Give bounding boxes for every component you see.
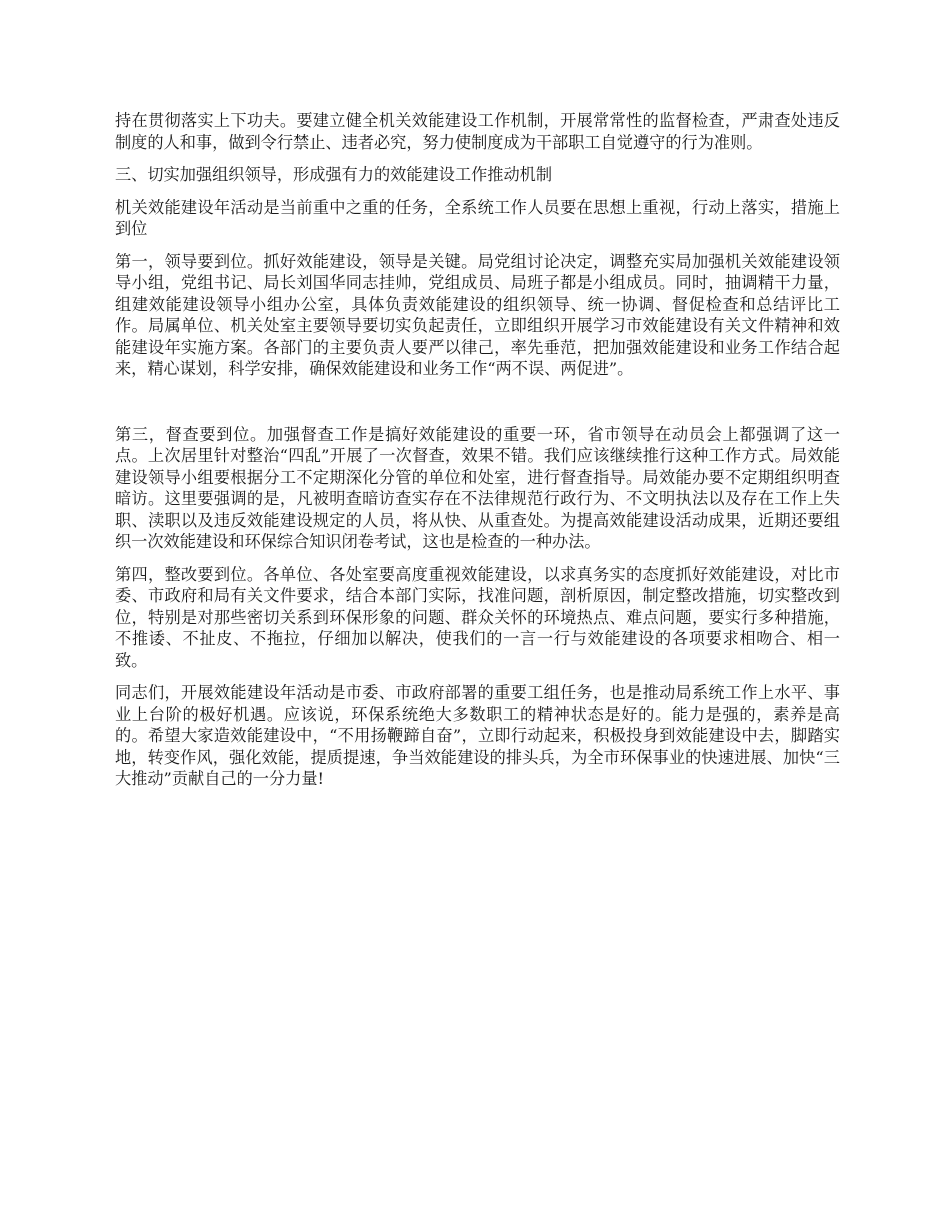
paragraph-fourth-rectification: 第四，整改要到位。各单位、各处室要高度重视效能建设，以求真务实的态度抓好效能建设，对比市委、市政府和局有关文件要求，结合本部门实际，找准问题，剖析原因，制定整改措施，切实整改到位，特别是对那些密切关系到环保形象的问题、群众关怀的环境热点、难点问题，要实行多种措施，不推诿、不扯皮、不拖拉，仔细加以解决，使我们的一言一行与效能建设的各项要求相吻合、相一致。 <box>115 564 840 670</box>
section-heading-3: 三、切实加强组织领导，形成强有力的效能建设工作推动机制 <box>115 165 553 184</box>
paragraph-intro: 机关效能建设年活动是当前重中之重的任务，全系统工作人员要在思想上重视，行动上落实，措施上到位 <box>115 197 840 238</box>
paragraph-closing: 同志们，开展效能建设年活动是市委、市政府部署的重要工组任务，也是推动局系统工作上水平、事业上台阶的极好机遇。应该说，环保系统绝大多数职工的精神状态是好的。能力是强的，素养是高的。希望大家造效能建设中，“不用扬鞭蹄自奋”，立即行动起来，积极投身到效能建设中去，脚踏实地，转变作风，强化效能，提质提速，争当效能建设的排头兵，为全市环保事业的快速进展、加快“三大推动”贡献自己的一分力量! <box>115 683 840 788</box>
paragraph-third-supervision: 第三，督查要到位。加强督查工作是搞好效能建设的重要一环，省市领导在动员会上都强调了这一点。上次居里针对整治“四乱”开展了一次督查，效果不错。我们应该继续推行这种工作方式。局效能建设领导小组要根据分工不定期深化分管的单位和处室，进行督查指导。局效能办要不定期组织明查暗访。这里要强调的是，凡被明查暗访查实存在不法律规范行政行为、不文明执法以及存在工作上失职、渎职以及违反效能建设规定的人员，将从快、从重查处。为提高效能建设活动成果，近期还要组织一次效能建设和环保综合知识闭卷考试，这也是检查的一种办法。 <box>115 424 840 551</box>
document-body <box>115 110 840 801</box>
paragraph-rules-enforcement: 持在贯彻落实上下功夫。要建立健全机关效能建设工作机制，开展常常性的监督检查，严肃查处违反制度的人和事，做到令行禁止、违者必究，努力使制度成为干部职工自觉遵守的行为准则。 <box>115 111 840 152</box>
paragraph-first-leadership: 第一，领导要到位。抓好效能建设，领导是关键。局党组讨论决定，调整充实局加强机关效能建设领导小组，党组书记、局长刘国华同志挂帅，党组成员、局班子都是小组成员。同时，抽调精干力量，组建效能建设领导小组办公室，具体负责效能建设的组织领导、统一协调、督促检查和总结评比工作。局属单位、机关处室主要领导要切实负起责任，立即组织开展学习市效能建设有关文件精神和效能建设年实施方案。各部门的主要负责人要严以律己，率先垂范，把加强效能建设和业务工作结合起来，精心谋划，科学安排，确保效能建设和业务工作“两不误、两促进”。 <box>115 251 840 378</box>
